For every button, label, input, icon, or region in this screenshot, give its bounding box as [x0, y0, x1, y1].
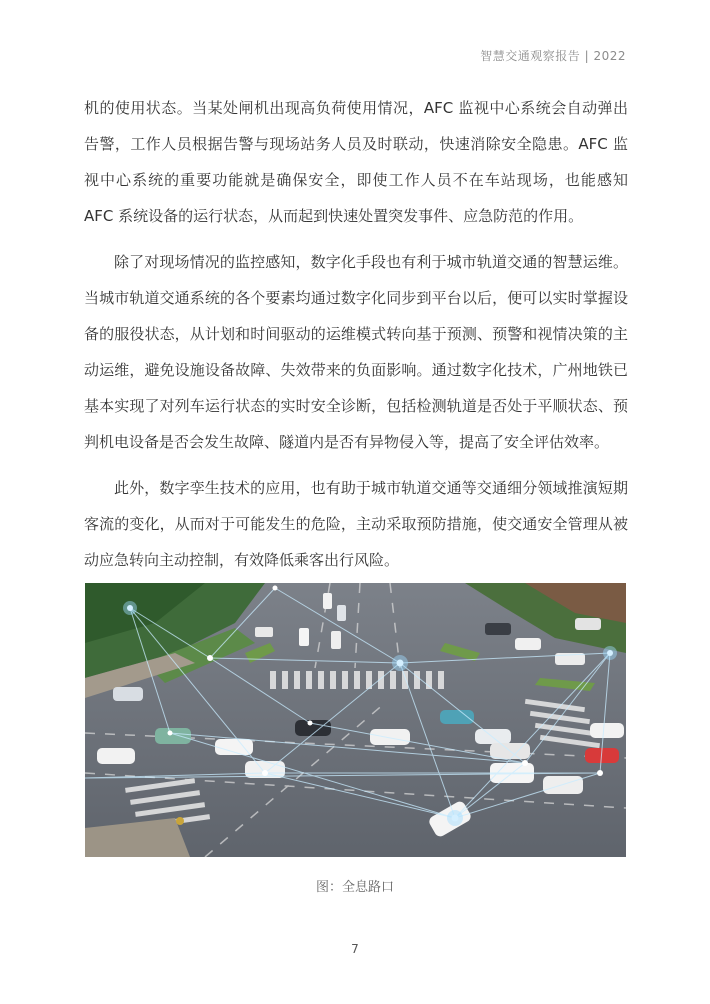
- page-number: 7: [351, 942, 359, 956]
- paragraph-2: 除了对现场情况的监控感知，数字化手段也有利于城市轨道交通的智慧运维。当城市轨道交通系统的各个要素均通过数字化同步到平台以后，便可以实时掌握设备的服役状态，从计划和时间驱动的运维模式转向基于预测、预警和视情决策的主动运维，避免设施设备故障、失效带来的负面影响。通过数字化技术，广州地铁已基本实现了对列车运行状态的实时安全诊断，包括检测轨道是否处于平顺状态、预判机电设备是否会发生故障、隧道内是否有异物侵入等，提高了安全评估效率。: [84, 253, 628, 451]
- intersection-illustration: [85, 583, 626, 857]
- paragraph-1: 机的使用状态。当某处闸机出现高负荷使用情况，AFC 监视中心系统会自动弹出告警，工作人员根据告警与现场站务人员及时联动，快速消除安全隐患。AFC 监视中心系统的重要功能就是确保安全，即使工作人员不在车站现场，也能感知 AFC 系统设备的运行状态，从而起到快速处置突发事件、应急防范的作用。: [84, 99, 633, 225]
- figure-caption: 图：全息路口: [315, 880, 394, 895]
- intersection-photo: [85, 583, 626, 857]
- paragraph-3: 此外，数字孪生技术的应用，也有助于城市轨道交通等交通细分领域推演短期客流的变化，从而对于可能发生的危险，主动采取预防措施，使交通安全管理从被动应急转向主动控制，有效降低乘客出行风险。: [84, 479, 628, 569]
- body-text: [84, 90, 633, 588]
- report-header: 智慧交通观察报告 | 2022: [480, 49, 626, 63]
